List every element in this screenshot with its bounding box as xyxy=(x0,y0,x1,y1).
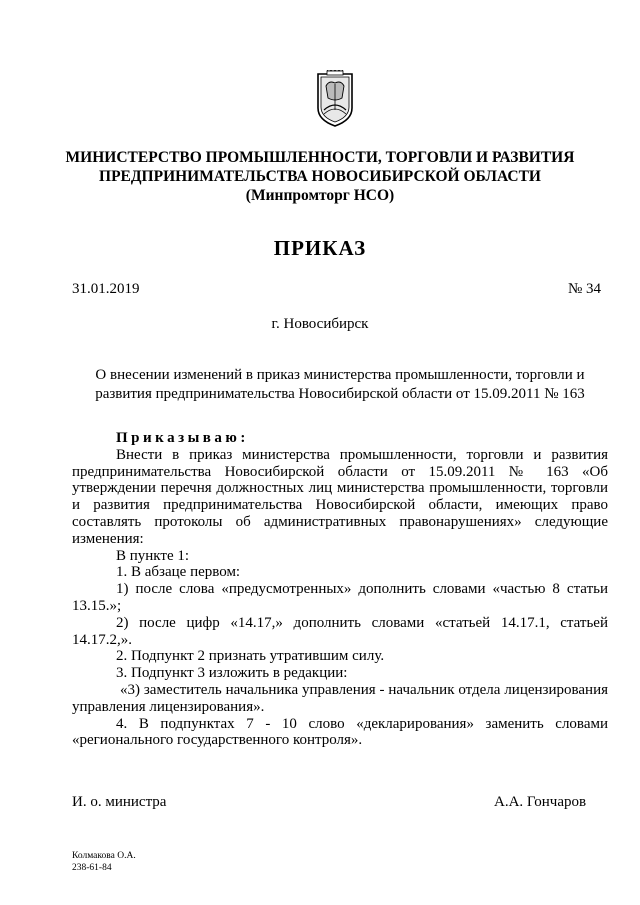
document-city: г. Новосибирск xyxy=(271,316,369,332)
order-word-text: Приказываю: xyxy=(116,430,249,446)
document-body xyxy=(72,430,608,749)
coat-of-arms-icon xyxy=(315,70,355,128)
paragraph-5: 2. Подпункт 2 признать утратившим силу. xyxy=(116,648,385,665)
document-number: № 34 xyxy=(568,281,602,297)
paragraph-7: «3) заместитель начальника управления - начальник отдела лицензирования управления лицензирования». xyxy=(72,681,608,715)
ministry-name-line2: ПРЕДПРИНИМАТЕЛЬСТВА НОВОСИБИРСКОЙ ОБЛАСТИ xyxy=(99,168,541,185)
paragraph-4: 2) после цифр «14.17,» дополнить словами «статьей 14.17.1, статьей 14.17.2,». xyxy=(72,614,608,648)
document-type: ПРИКАЗ xyxy=(273,236,367,260)
ministry-name-line1: МИНИСТЕРСТВО ПРОМЫШЛЕННОСТИ, ТОРГОВЛИ И РАЗВИТИЯ xyxy=(65,149,575,166)
executor-phone: 238-61-84 xyxy=(72,863,112,873)
paragraph-8: 4. В подпунктах 7 - 10 слово «декларирования» заменить словами «регионального государственного контроля». xyxy=(72,715,608,749)
document-date: 31.01.2019 xyxy=(72,281,140,297)
paragraph-3: 1) после слова «предусмотренных» дополнить словами «частью 8 статьи 13.15.»; xyxy=(72,581,608,614)
ministry-short-name: (Минпромторг НСО) xyxy=(245,187,395,204)
paragraph-6: 3. Подпункт 3 изложить в редакции: xyxy=(116,665,348,682)
paragraph-2: 1. В абзаце первом: xyxy=(116,564,241,581)
paragraph-1: В пункте 1: xyxy=(116,547,190,564)
signer-position: И. о. министра xyxy=(72,794,167,810)
order-word xyxy=(72,430,608,447)
signer-name: А.А. Гончаров xyxy=(494,794,587,810)
document-subject: О внесении изменений в приказ министерства промышленности, торговли и развития предпринимательства Новосибирской области от 15.09.2011 № 163 xyxy=(95,367,585,402)
paragraph-intro: Внести в приказ министерства промышленности, торговли и развития предпринимательства Новосибирской области от 15.09.2011 № 163 «Об утверждении перечня должностных лиц министерства промышленности, торговли и развития предпринимательства Новосибирской области, имеющих право составлять протоколы об административных правонарушениях» следующие изменения: xyxy=(72,446,608,547)
executor-name: Колмакова О.А. xyxy=(72,851,136,861)
